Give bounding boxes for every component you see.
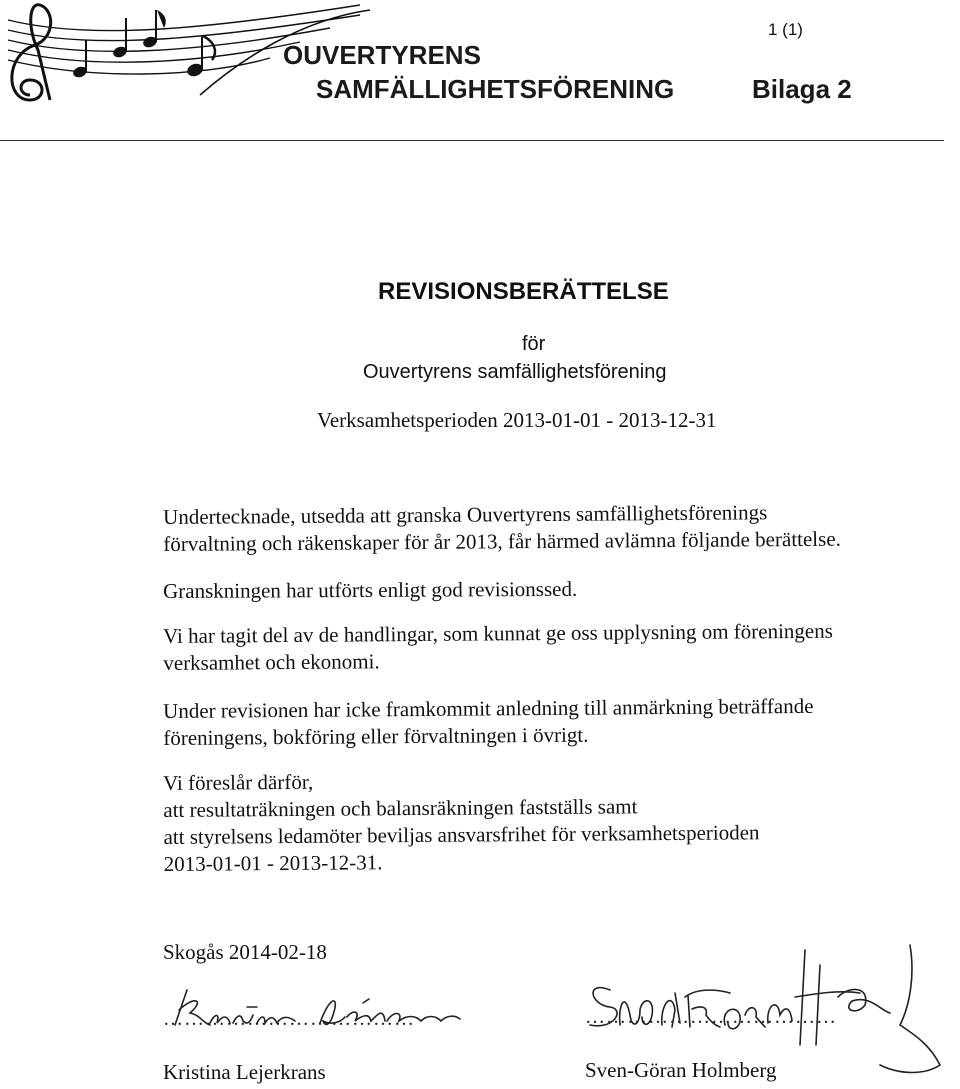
- signer-name-right: Sven-Göran Holmberg: [585, 1058, 777, 1082]
- paragraph: [163, 576, 577, 605]
- paragraph-line: att styrelsens ledamöter beviljas ansvarsfrihet för verksamhetsperioden: [163, 820, 760, 849]
- signature-line-left: ………………………………: [163, 1008, 415, 1030]
- paragraph-line: Vi har tagit del av de handlingar, som kunnat ge oss upplysning om föreningens: [163, 618, 833, 648]
- paragraph: [163, 618, 833, 677]
- paragraph-line: 2013-01-01 - 2013-12-31.: [163, 850, 383, 876]
- paragraph-line: Undertecknade, utsedda att granska Ouvertyrens samfällighetsförenings: [163, 500, 768, 529]
- header-divider: [0, 140, 944, 141]
- paragraph-line: Vi föreslår därför,: [163, 769, 314, 795]
- page-number: 1 (1): [768, 20, 803, 39]
- place-and-date: Skogås 2014-02-18: [163, 940, 327, 964]
- report-title: REVISIONSBERÄTTELSE: [378, 278, 669, 305]
- paragraph-line: förvaltning och räkenskaper för år 2013, får härmed avlämna följande berättelse.: [163, 526, 841, 556]
- report-period: Verksamhetsperioden 2013-01-01 - 2013-12-31: [317, 408, 717, 432]
- signer-name-left: Kristina Lejerkrans: [163, 1060, 326, 1084]
- paragraph-line: verksamhet och ekonomi.: [163, 649, 380, 675]
- paragraph-line: föreningens, bokföring eller förvaltningen i övrigt.: [163, 722, 589, 750]
- report-for: för: [522, 333, 546, 355]
- paragraph: [163, 499, 841, 558]
- signature-line-right: ………………………………: [585, 1006, 837, 1028]
- paragraph-line: Granskningen har utförts enligt god revisionssed.: [163, 576, 578, 603]
- paragraph-line: att resultaträkningen och balansräkningen fastställs samt: [163, 794, 638, 822]
- attachment-label: Bilaga 2: [752, 74, 852, 104]
- org-name-line-1: OUVERTYRENS: [283, 40, 481, 70]
- org-name-line-2: SAMFÄLLIGHETSFÖRENING: [316, 74, 675, 104]
- paragraph: [163, 765, 760, 878]
- paragraph: [163, 693, 814, 752]
- association-name: Ouvertyrens samfällighetsförening: [363, 361, 667, 383]
- paragraph-line: Under revisionen har icke framkommit anledning till anmärkning beträffande: [163, 693, 814, 723]
